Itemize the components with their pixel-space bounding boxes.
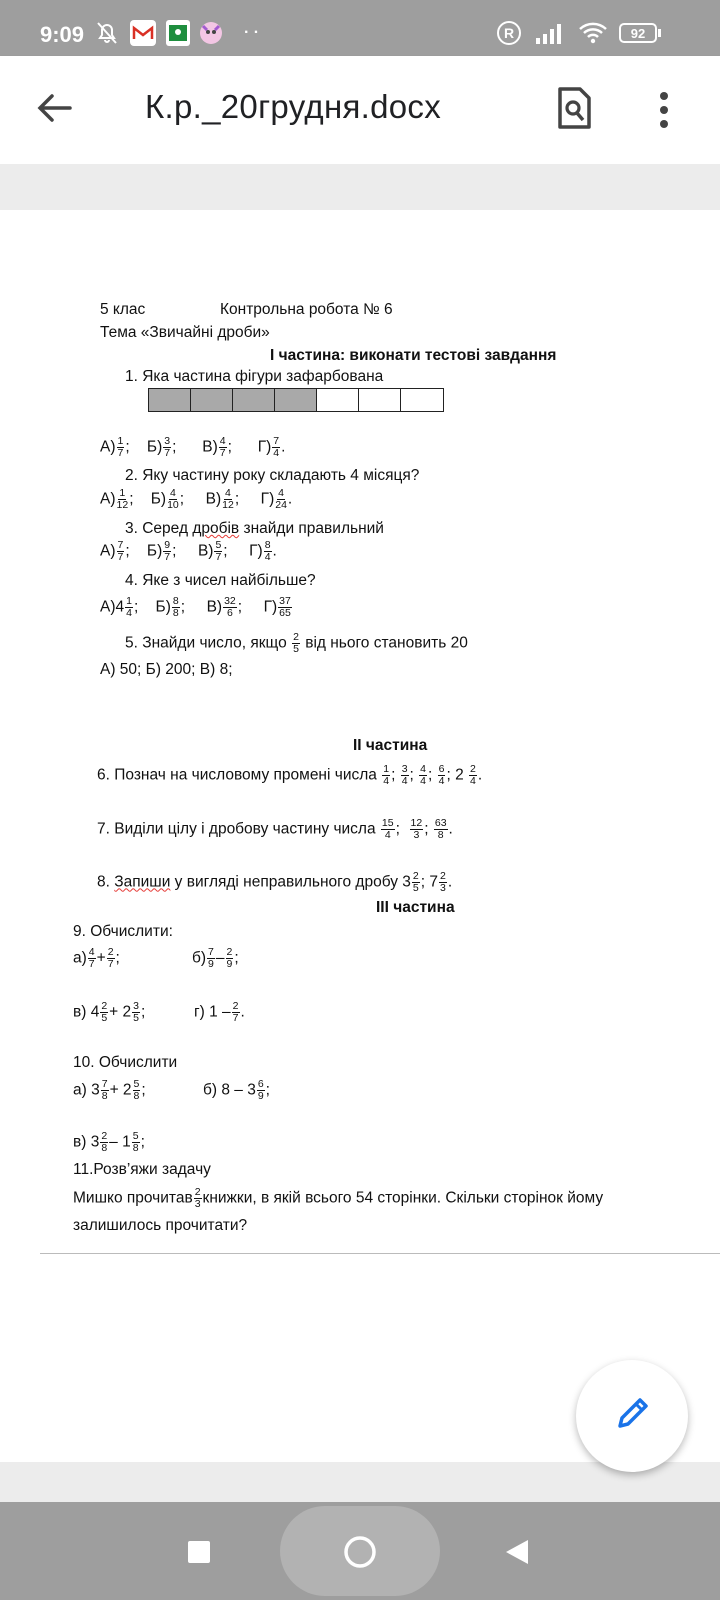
- shaded-cell: [149, 389, 191, 411]
- back-nav-icon[interactable]: [504, 1538, 530, 1571]
- classroom-icon: [166, 20, 190, 46]
- shaded-cell: [191, 389, 233, 411]
- q10-c: в) 3 $\frac{2}{8}$ – 1 $\frac{5}{8}$ ;: [73, 1130, 145, 1154]
- back-arrow-icon[interactable]: [34, 88, 74, 133]
- status-time: 9:09: [40, 22, 85, 47]
- wifi-icon: [578, 20, 608, 46]
- q3-answers: А) $\frac{7}{7}$ ; Б) $\frac{9}{7}$ ; В) $\frac{5}{7}$ ; Г) $\frac{8}{4}$ .: [100, 539, 277, 563]
- q9-d: г) 1 – $\frac{2}{7}$ .: [194, 1000, 245, 1024]
- battery-icon: [618, 20, 662, 46]
- gmail-icon: [130, 20, 156, 46]
- empty-cell: [359, 389, 401, 411]
- shaded-cell: [233, 389, 275, 411]
- page-gap: [0, 164, 720, 210]
- registered-icon: [496, 20, 522, 46]
- empty-cell: [317, 389, 359, 411]
- q2-answers: А) $\frac{1}{12}$ ; Б) $\frac{4}{10}$ ; В) $\frac{4}{12}$ ; Г) $\frac{4}{24}$ .: [100, 487, 293, 511]
- svg-text:R: R: [504, 25, 515, 41]
- question-2: 2. Яку частину року складають 4 місяця?: [125, 467, 420, 484]
- question-1: 1. Яка частина фігури зафарбована: [125, 368, 384, 385]
- more-options-icon[interactable]: [659, 90, 669, 135]
- question-7: 7. Виділи цілу і дробову частину числа $\frac{15}{4}$ ; $\frac{12}{3}$ ; $\frac{63}{8}$ .: [97, 817, 453, 841]
- q1-answers: А) $\frac{1}{7}$ ; Б) $\frac{3}{7}$ ; В) $\frac{4}{7}$ ; Г) $\frac{7}{4}$ .: [100, 435, 286, 459]
- topic-line: Тема «Звичайні дроби»: [100, 324, 270, 341]
- shaded-figure: [148, 388, 444, 412]
- grade-label: 5 клас: [100, 301, 146, 318]
- part1-heading: І частина: виконати тестові завдання: [270, 347, 557, 364]
- q9-b: б) $\frac{7}{9}$ – $\frac{2}{9}$ ;: [192, 946, 239, 970]
- status-bar: [0, 0, 720, 56]
- q10-b: б) 8 – 3 $\frac{6}{9}$ ;: [203, 1078, 270, 1102]
- question-8: 8. Запиши у вигляді неправильного дробу 3 $\frac{2}{5}$ ; 7 $\frac{2}{3}$ .: [97, 870, 453, 894]
- question-6: 6. Познач на числовому промені числа $\frac{1}{4}$ ; $\frac{3}{4}$ ; $\frac{4}{4}$ ; $\frac{6}{4}$ ; 2 $\frac{2}{4}$ .: [97, 763, 483, 787]
- home-button[interactable]: [280, 1506, 440, 1596]
- question-4: 4. Яке з чисел найбільше?: [125, 572, 316, 589]
- test-title: Контрольна робота № 6: [220, 301, 393, 318]
- part3-heading: ІІІ частина: [376, 899, 455, 916]
- question-11-title: 11.Розв’яжи задачу: [73, 1161, 211, 1178]
- recent-apps-icon[interactable]: [187, 1540, 211, 1569]
- part2-heading: ІІ частина: [353, 737, 428, 754]
- page-divider: [40, 1253, 720, 1254]
- battery-level: 92: [619, 23, 657, 43]
- signal-icon: [534, 20, 564, 46]
- notifications-off-icon: [96, 20, 118, 46]
- question-3: 3. Серед дробів знайди правильний: [125, 520, 384, 537]
- edit-button[interactable]: [576, 1360, 688, 1472]
- find-in-document-icon[interactable]: [556, 86, 592, 135]
- pencil-icon: [612, 1394, 652, 1439]
- app-avatar-icon: [198, 20, 224, 46]
- q9-a: а) $\frac{4}{7}$ + $\frac{2}{7}$ ;: [73, 946, 120, 970]
- home-circle-icon: [342, 1534, 378, 1575]
- question-5: 5. Знайди число, якщо $\frac{2}{5}$ від нього становить 20: [125, 631, 468, 655]
- empty-cell: [401, 389, 443, 411]
- shaded-cell: [275, 389, 317, 411]
- q4-answers: А)4 $\frac{1}{4}$ ; Б) $\frac{8}{8}$ ; В) $\frac{32}{6}$ ; Г) $\frac{37}{65}$: [100, 595, 291, 619]
- q5-answers: А) 50; Б) 200; В) 8;: [100, 661, 233, 678]
- navigation-bar: [0, 1502, 720, 1600]
- question-10-title: 10. Обчислити: [73, 1054, 178, 1071]
- q10-a: а) 3 $\frac{7}{8}$ + 2 $\frac{5}{8}$ ;: [73, 1078, 146, 1102]
- document-title: К.р._20грудня.docx: [145, 88, 442, 125]
- more-notifications-icon: · ·: [244, 24, 260, 41]
- question-9-title: 9. Обчислити:: [73, 923, 173, 940]
- q11-text: Мишко прочитав $\frac{2}{3}$ книжки, в якій всього 54 сторінки. Скільки сторінок йому: [73, 1186, 604, 1210]
- q11-text-line2: залишилось прочитати?: [73, 1217, 248, 1234]
- q9-c: в) 4 $\frac{2}{5}$ + 2 $\frac{3}{5}$ ;: [73, 1000, 146, 1024]
- app-bar: [0, 56, 720, 164]
